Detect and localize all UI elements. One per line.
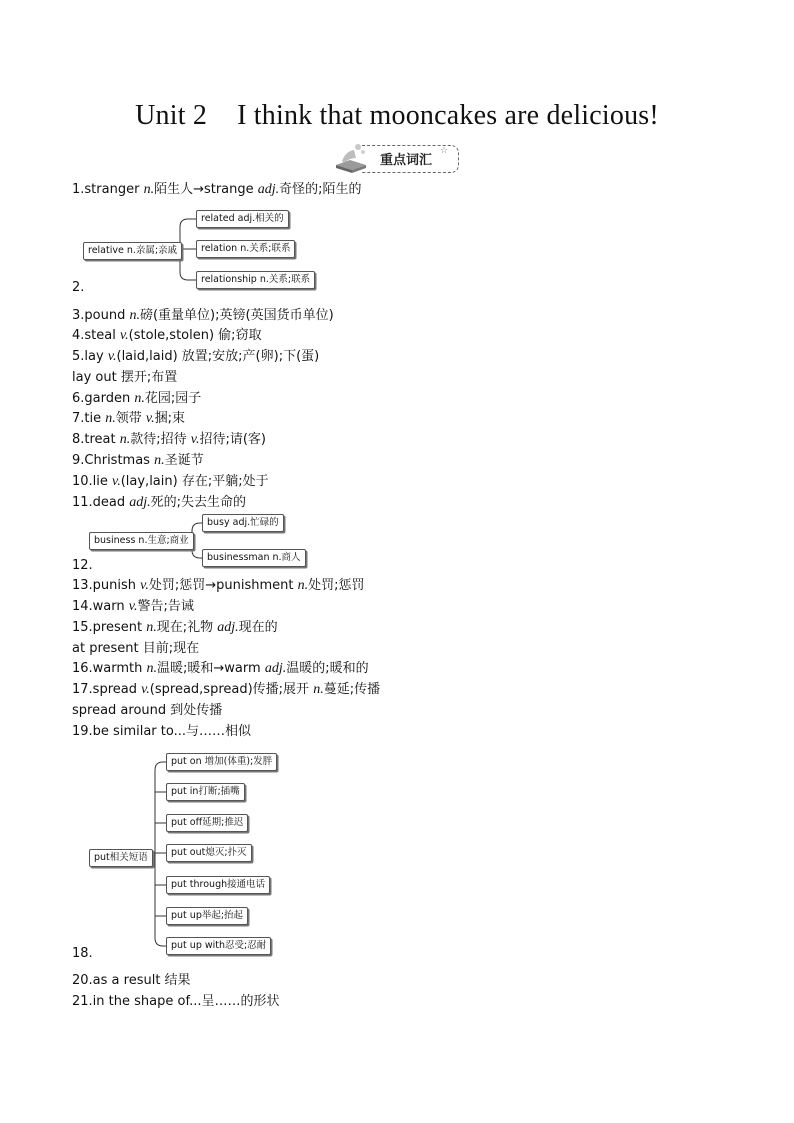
relative-branch-3: relationship n.关系;联系: [196, 271, 315, 289]
vocab-entry-11: 11.dead adj.死的;失去生命的: [72, 495, 247, 510]
vocab-entry-10: 10.lie v.(lay,lain) 存在;平躺;处于: [72, 474, 269, 489]
vocab-entry-12: 12.: [72, 558, 93, 573]
relative-branch-2: relation n.关系;联系: [196, 240, 295, 258]
vocab-entry-17: 17.spread v.(spread,spread)传播;展开 n.蔓延;传播: [72, 682, 381, 697]
unit-label: Unit 2: [135, 100, 208, 131]
business-root-box: business n.生意;商业: [89, 532, 194, 550]
banner-label: 重点词汇: [380, 153, 433, 168]
relative-branch-1: related adj.相关的: [196, 210, 289, 228]
vocab-entry-15-phrase: at present 目前;现在: [72, 641, 200, 656]
unit-title: I think that mooncakes are delicious!: [237, 100, 659, 131]
vocab-entry-1: 1.stranger n.陌生人→strange adj.奇怪的;陌生的: [72, 182, 362, 197]
vocab-entry-3: 3.pound n.磅(重量单位);英镑(英国货币单位): [72, 308, 334, 323]
put-branch-4: put out熄灭;扑灭: [166, 844, 252, 862]
business-branch-2: businessman n.商人: [202, 549, 306, 567]
put-branch-6: put up举起;抬起: [166, 907, 248, 925]
put-branch-2: put in打断;插嘴: [166, 783, 245, 801]
vocab-entry-15: 15.present n.现在;礼物 adj.现在的: [72, 620, 278, 635]
vocab-entry-7: 7.tie n.领带 v.捆;束: [72, 411, 185, 426]
vocab-entry-21: 21.in the shape of...呈……的形状: [72, 994, 280, 1009]
vocab-entry-2: 2.: [72, 280, 85, 295]
vocab-entry-6: 6.garden n.花园;园子: [72, 391, 202, 406]
vocab-entry-4: 4.steal v.(stole,stolen) 偷;窃取: [72, 328, 262, 343]
vocab-entry-14: 14.warn v.警告;告诫: [72, 599, 194, 614]
vocab-entry-20: 20.as a result 结果: [72, 973, 191, 988]
put-branch-3: put off延期;推迟: [166, 814, 248, 832]
vocab-entry-5: 5.lay v.(laid,laid) 放置;安放;产(卵);下(蛋): [72, 349, 320, 364]
vocab-entry-17-phrase: spread around 到处传播: [72, 703, 223, 718]
vocab-entry-16: 16.warmth n.温暖;暖和→warm adj.温暖的;暖和的: [72, 661, 369, 676]
vocab-entry-8: 8.treat n.款待;招待 v.招待;请(客): [72, 432, 266, 447]
relative-root-box: relative n.亲属;亲戚: [83, 242, 182, 260]
star-icon: ☆: [440, 146, 449, 156]
business-branch-1: busy adj.忙碌的: [202, 514, 284, 532]
vocab-entry-18: 18.: [72, 946, 93, 961]
put-branch-1: put on 增加(体重);发胖: [166, 753, 277, 771]
put-branch-5: put through接通电话: [166, 876, 270, 894]
put-branch-7: put up with忍受;忍耐: [166, 937, 271, 955]
vocab-entry-9: 9.Christmas n.圣诞节: [72, 453, 204, 468]
put-root-box: put相关短语: [89, 849, 153, 867]
vocab-entry-13: 13.punish v.处罚;惩罚→punishment n.处罚;惩罚: [72, 578, 365, 593]
vocab-entry-5-phrase: lay out 摆开;布置: [72, 370, 178, 385]
vocab-entry-19: 19.be similar to...与……相似: [72, 724, 251, 739]
